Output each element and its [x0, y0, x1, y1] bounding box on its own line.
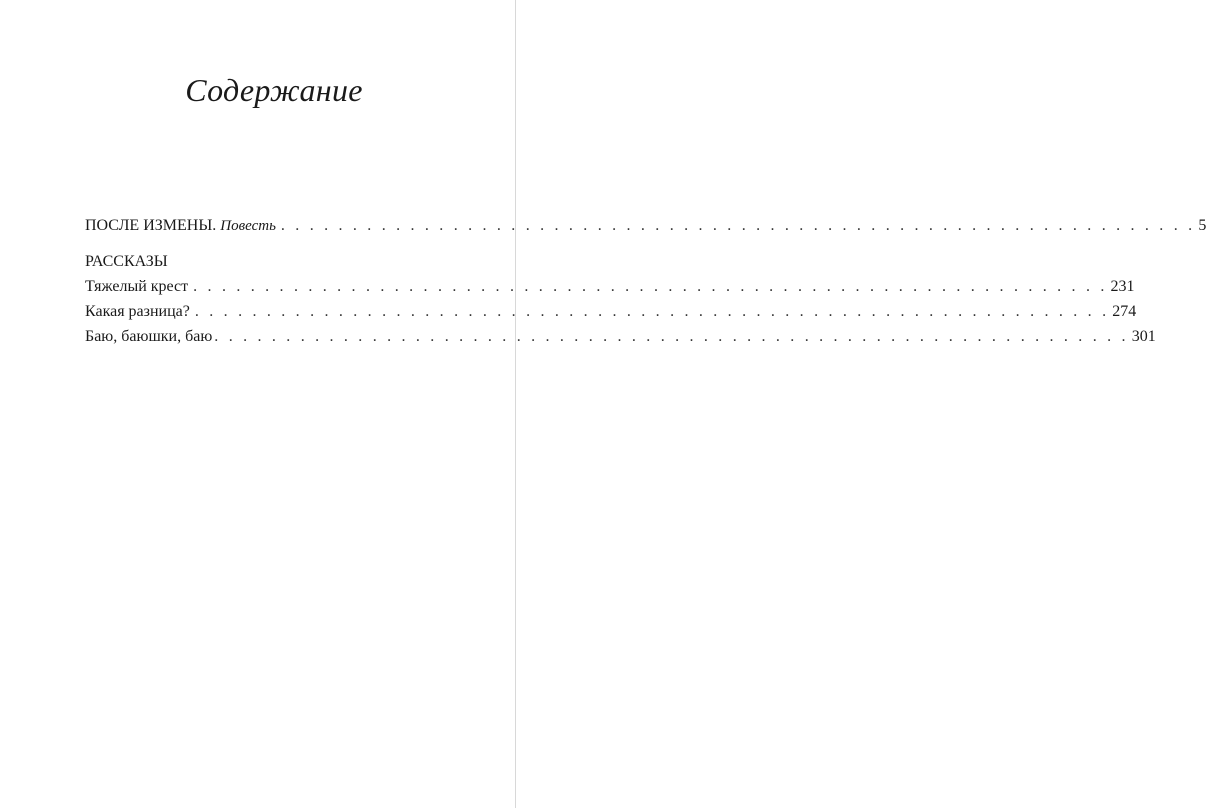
dot-leader: . . . . . . . . . . . . . . . . . . . . . . . . . . . . . . . . . . . . . . . . . . . . . . . . . . . . . . . . . . . . . . . .: [280, 217, 1196, 234]
toc-entry-page: 274: [1112, 303, 1137, 320]
page-title: Содержание: [185, 72, 363, 108]
dot-leader: . . . . . . . . . . . . . . . . . . . . . . . . . . . . . . . . . . . . . . . . . . . . . . . . . . . . . . . . . . . . . . . .: [193, 278, 1108, 295]
dot-leader: . . . . . . . . . . . . . . . . . . . . . . . . . . . . . . . . . . . . . . . . . . . . . . . . . . . . . . . . . . . . . . . .: [214, 328, 1129, 345]
toc-entry-page: 301: [1131, 328, 1156, 345]
toc-entry-label: Баю, баюшки, баю: [85, 328, 213, 345]
section-heading-stories: РАССКАЗЫ: [85, 253, 168, 270]
toc-entry-label: Какая разница?: [85, 303, 190, 320]
toc-entry-story-3[interactable]: [85, 327, 1156, 347]
dot-leader: . . . . . . . . . . . . . . . . . . . . . . . . . . . . . . . . . . . . . . . . . . . . . . . . . . . . . . . . . . . . . . . .: [194, 303, 1110, 320]
toc-entry-subtitle: Повесть: [220, 218, 276, 234]
toc-entry-label: Тяжелый крест: [85, 278, 189, 295]
toc-entry-novella[interactable]: [85, 216, 1206, 236]
page-edge-rule: [515, 0, 516, 808]
toc-entry-story-1[interactable]: [85, 277, 1135, 297]
toc-entry-label: ПОСЛЕ ИЗМЕНЫ.: [85, 217, 217, 234]
toc-entry-page: 231: [1110, 278, 1135, 295]
toc-entry-page: 5: [1198, 217, 1206, 234]
toc-entry-story-2[interactable]: [85, 302, 1137, 322]
